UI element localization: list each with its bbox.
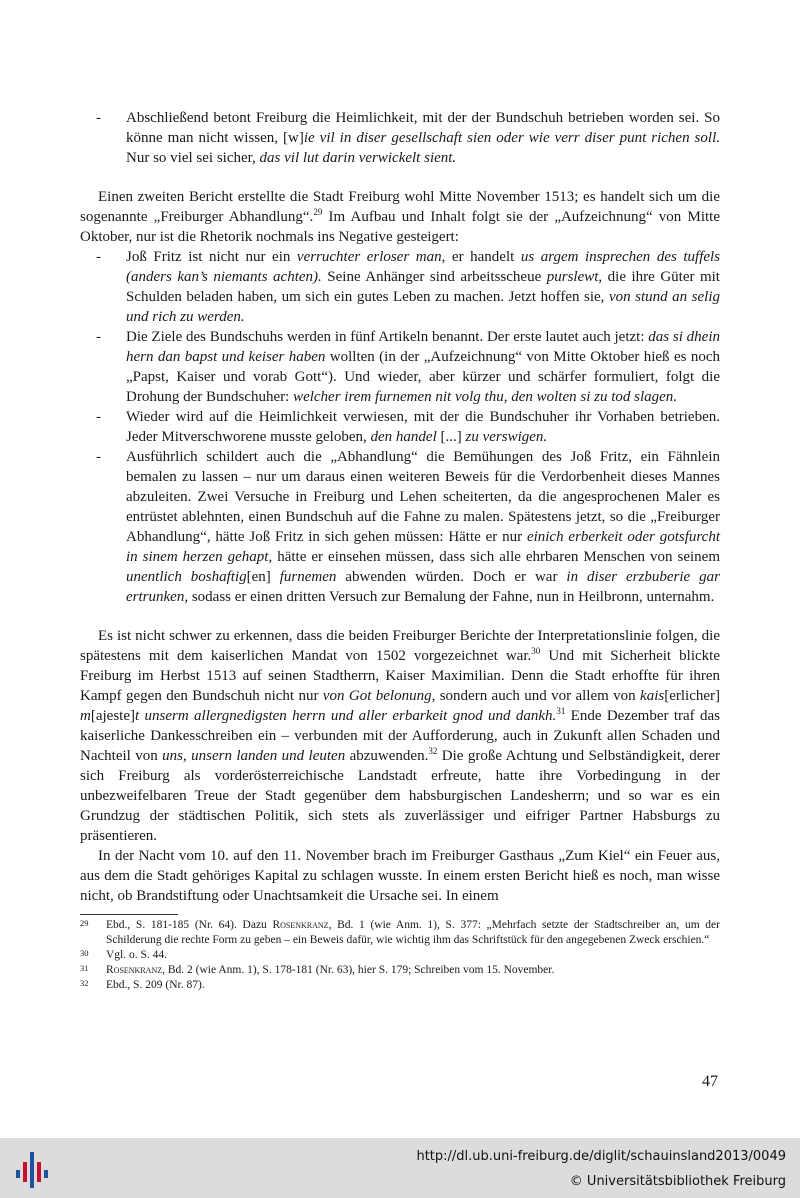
text-run: , Bd. 1 (wie Anm. 1), S. 377: „Mehrfach setzte der Stadtschreiber an, um der Schilderung die rechte Form zu geben – ein Beweis dafür, wie wichtig ihm das Schriftstück für den angegebenen Zweck erschien.“ (106, 919, 720, 946)
text-run: , sondern auch und vor allem von (431, 688, 641, 704)
text-run: In der Nacht vom 10. auf den 11. November brach im Freiburger Gasthaus „Zum Kiel“ ein Feuer aus, aus dem die Stadt gehöriges Kapital zu schlagen wusste. In einem ersten Bericht hieß es noch, man wisse nicht, ob Brandstiftung oder Unachtsamkeit die Ursache sei. In einem (80, 848, 720, 904)
text-run: wollten (in der „Aufzeichnung“ von Mitte Oktober hieß es noch „Papst, Kaiser und vorab Gott“). Und wieder, aber kürzer und schärfer formuliert, folgt die Drohung der Bundschuher: (126, 349, 720, 405)
text-run: Abschließend betont Freiburg die Heimlichkeit, mit der der Bundschuh betrieben worden sei. So könne man nicht wissen, [w] (126, 110, 720, 146)
text-run: abwenden würden. Doch er war (336, 569, 567, 585)
text-run: Seine Anhänger sind arbeitsscheue (321, 269, 547, 285)
text-run: abzuwenden. (345, 748, 429, 764)
italic-quote: m (80, 708, 91, 724)
footnote (80, 918, 720, 948)
italic-quote: von stund an selig und rich zu werden. (126, 289, 720, 325)
bullet-dash: - (96, 409, 101, 425)
italic-quote: zu verswigen. (465, 429, 548, 445)
italic-quote: das si dhein hern dan bapst und keiser haben (126, 329, 720, 365)
bullet-item (80, 407, 720, 447)
bullet-list-top (80, 108, 720, 168)
footnote-ref: 31 (556, 706, 566, 716)
text-run: , Bd. 2 (wie Anm. 1), S. 178-181 (Nr. 63), hier S. 179; Schreiben vom 15. November. (162, 964, 555, 976)
italic-quote: t unserm allergnedigsten herrn und aller erbarkeit gnod und dankh. (134, 708, 557, 724)
footnote-ref: 30 (531, 646, 541, 656)
text-run: Ausführlich schildert auch die „Abhandlung“ die Bemühungen des Joß Fritz, ein Fähnlein bemalen zu lassen – nur um daraus einen weiteren Beweis für die Verdorbenheit dieses Mannes abzuleiten. Zwei Versuche in Freiburg und Lehen scheiterten, da die angesprochenen Maler es entrüstet ablehnten, einen Bundschuh auf die Fahne zu malen. Spätestens jetzt, so die „Freiburger Abhandlung“, hätte Joß Fritz in sich gehen müssen: Hätte er nur (126, 449, 720, 545)
author-name: Rosenkranz (272, 919, 329, 931)
text-run: Wieder wird auf die Heimlichkeit verwiesen, mit der die Bundschuher ihr Vorhaben betrieben. Jeder Mitverschworene musste geloben, (126, 409, 720, 445)
paragraph-2 (80, 626, 720, 846)
footer-bar (0, 1138, 800, 1198)
italic-quote: ie vil in diser gesellschaft sien oder wie verr diser punt richen soll. (303, 130, 720, 146)
text-run: [en] (246, 569, 280, 585)
italic-quote: einich erberkeit oder gotsfurcht in sinem herzen gehapt (126, 529, 720, 565)
text-run: Nur so viel sei sicher, (126, 150, 260, 166)
italic-quote: das vil lut darin verwickelt sient. (259, 150, 457, 166)
italic-quote: von Got belonung (322, 688, 432, 704)
text-run: Im Aufbau und Inhalt folgt sie der „Aufzeichnung“ von Mitte Oktober, nur ist die Rhetorik nochmals ins Negative gesteigert: (80, 209, 720, 245)
italic-quote: us argem insprechen des tuffels (anders kan’s niemants achten). (126, 249, 721, 285)
bullet-item (80, 247, 720, 327)
footnote (80, 948, 720, 963)
footnote-ref: 32 (428, 746, 438, 756)
italic-quote: uns, unsern landen und leuten (162, 748, 346, 764)
italic-quote: furnemen (279, 569, 337, 585)
italic-quote: welcher irem furnemen nit volg thu, den wolten si zu tod slagen. (293, 389, 678, 405)
footnote (80, 978, 720, 993)
text-run: , sodass er einen dritten Versuch zur Bemalung der Fahne, nun in Heilbronn, unternahm. (184, 589, 715, 605)
footnote-number: 30 (80, 948, 89, 958)
bullet-item (80, 108, 720, 168)
text-run: Die große Achtung und Selbständigkeit, derer sich Freiburg als vorderösterreichische Landstadt erfreute, hatte ihre Vorbedingung in der unbezweifelbaren Treue der Stadt gegenüber dem habsburgischen Landesherrn; und so war es ein Grundzug der städtischen Politik, sich stets als zuverlässiger und eifriger Partner Habsburgs zu präsentieren. (80, 748, 721, 844)
page-content (80, 108, 720, 993)
library-logo-icon (14, 1152, 50, 1188)
italic-quote: purslewt (546, 269, 599, 285)
author-name: Rosenkranz (106, 964, 163, 976)
text-run: Joß Fritz ist nicht nur ein (126, 249, 297, 265)
footnote-number: 29 (80, 918, 89, 928)
text-run: Vgl. o. S. 44. (106, 949, 168, 961)
bullet-dash: - (96, 249, 101, 265)
text-run: [...] (436, 429, 466, 445)
footnote (80, 963, 720, 978)
italic-quote: in diser erzbuberie gar ertrunken (126, 569, 720, 605)
copyright-text: © Universitätsbibliothek Freiburg (569, 1174, 786, 1189)
bullet-dash: - (96, 329, 101, 345)
text-run: Ende Dezember traf das kaiserliche Dankesschreiben ein – verbunden mit der Aufforderung, auch in Zukunft allen Schaden und Nachteil von (80, 708, 720, 764)
bullet-dash: - (96, 110, 101, 126)
footnotes (80, 918, 720, 993)
paragraph-1 (80, 187, 720, 247)
text-run: [erlicher] (664, 688, 721, 704)
bullet-list-middle (80, 247, 720, 607)
page-number: 47 (702, 1073, 718, 1090)
text-run: , die ihre Güter mit Schulden beladen haben, um sich ein gutes Leben zu machen. Jetzt hoffen sie, (126, 269, 720, 305)
text-run: Ebd., S. 181-185 (Nr. 64). Dazu (106, 919, 273, 931)
bullet-item (80, 447, 720, 607)
italic-quote: unentlich boshaftig (126, 569, 247, 585)
text-run: [ajeste] (90, 708, 135, 724)
paragraph-3 (80, 846, 720, 906)
text-run: Einen zweiten Bericht erstellte die Stadt Freiburg wohl Mitte November 1513; es handelt sich um die sogenannte „Freiburger Abhandlung“. (80, 189, 720, 225)
text-run: Es ist nicht schwer zu erkennen, dass die beiden Freiburger Berichte der Interpretationslinie folgen, die spätestens mit dem kaiserlichen Mandat von 1502 vorgezeichnet war. (80, 628, 720, 664)
footnote-divider (80, 914, 178, 915)
text-run: Die Ziele des Bundschuhs werden in fünf Artikeln benannt. Der erste lautet auch jetzt: (126, 329, 649, 345)
italic-quote: den handel (370, 429, 437, 445)
text-run: , er handelt (441, 249, 521, 265)
bullet-dash: - (96, 449, 101, 465)
bullet-item (80, 327, 720, 407)
italic-quote: kais (640, 688, 665, 704)
italic-quote: verruchter erloser man (296, 249, 442, 265)
source-url-link[interactable]: http://dl.ub.uni-freiburg.de/diglit/schauinsland2013/0049 (416, 1149, 786, 1164)
footnote-number: 32 (80, 978, 89, 988)
footnote-ref: 29 (313, 207, 323, 217)
text-run: Und mit Sicherheit blickte Freiburg im Herbst 1513 auf seinen Stadtherrn, Kaiser Maximilian. Denn die Stadt erhoffte für ihren Kampf gegen den Bundschuh nicht nur (80, 648, 720, 704)
footnote-number: 31 (80, 963, 89, 973)
text-run: , hätte er einsehen müssen, dass sich alle ehrbaren Menschen von seinem (268, 549, 720, 565)
text-run: Ebd., S. 209 (Nr. 87). (106, 979, 205, 991)
